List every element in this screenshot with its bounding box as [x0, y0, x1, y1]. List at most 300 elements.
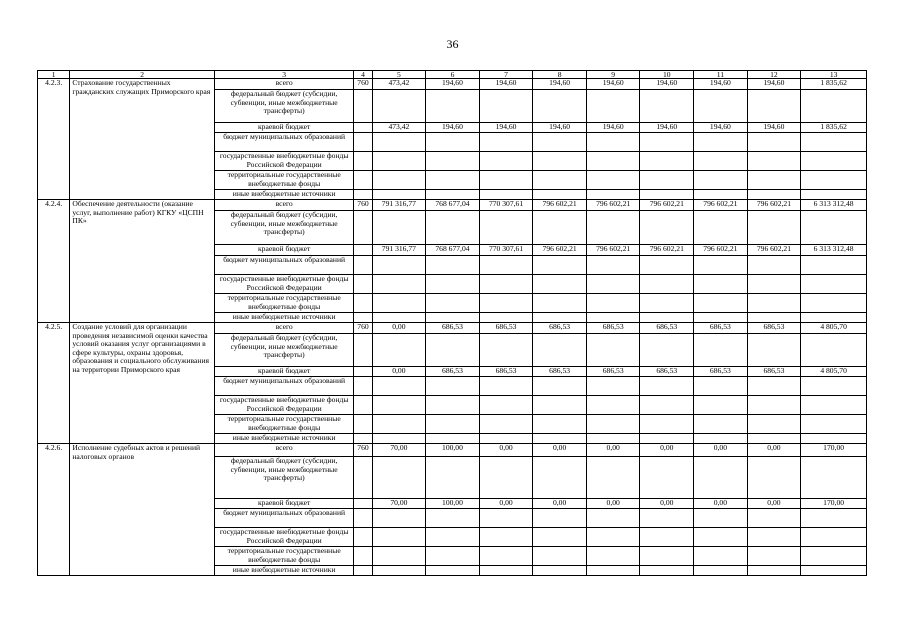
item-name: Исполнение судебных актов и решений налоговых органов: [70, 444, 215, 576]
value-cell: 686,53: [640, 323, 694, 334]
table-row: [38, 444, 867, 457]
value-cell: 770 307,61: [479, 245, 533, 256]
value-cell: [479, 434, 533, 444]
value-cell: 796 602,21: [533, 245, 587, 256]
value-cell: 791 316,77: [372, 200, 426, 211]
grbs-code: [354, 396, 372, 415]
column-header: 12: [747, 71, 801, 79]
value-cell: 686,53: [694, 367, 748, 377]
value-cell: [586, 90, 640, 123]
value-cell: [747, 294, 801, 313]
grbs-code: [354, 245, 372, 256]
value-cell: [372, 133, 426, 152]
funding-source: территориальные государственные внебюджетные фонды: [214, 547, 354, 566]
value-cell: [586, 211, 640, 245]
value-cell: [426, 415, 480, 434]
funding-source: бюджет муниципальных образований: [214, 256, 354, 275]
funding-source: иные внебюджетные источники: [214, 566, 354, 576]
value-cell: 686,53: [533, 323, 587, 334]
funding-source: всего: [214, 200, 354, 211]
value-cell: [694, 133, 748, 152]
value-cell: 194,60: [640, 79, 694, 90]
value-cell: 0,00: [640, 499, 694, 509]
value-cell: 100,00: [426, 444, 480, 457]
column-header: 1: [38, 71, 70, 79]
value-cell: [801, 313, 867, 323]
value-cell: [640, 190, 694, 200]
value-cell: 70,00: [372, 444, 426, 457]
grbs-code: [354, 334, 372, 367]
grbs-code: [354, 313, 372, 323]
value-cell: 473,42: [372, 79, 426, 90]
value-cell: [479, 90, 533, 123]
value-cell: [640, 211, 694, 245]
value-cell: 6 313 312,48: [801, 245, 867, 256]
value-cell: 194,60: [479, 79, 533, 90]
value-cell: [586, 509, 640, 528]
grbs-code: [354, 499, 372, 509]
value-cell: [747, 415, 801, 434]
table-row: [38, 323, 867, 334]
value-cell: 686,53: [533, 367, 587, 377]
value-cell: [479, 275, 533, 294]
value-cell: 686,53: [747, 323, 801, 334]
value-cell: 796 602,21: [694, 245, 748, 256]
value-cell: [801, 377, 867, 396]
funding-source: краевой бюджет: [214, 367, 354, 377]
value-cell: [372, 171, 426, 190]
value-cell: [533, 566, 587, 576]
value-cell: 194,60: [747, 123, 801, 133]
value-cell: 686,53: [426, 367, 480, 377]
value-cell: [586, 457, 640, 499]
item-name: Создание условий для организации проведения независимой оценки качества условий оказания услуг организациями в сфере культуры, охраны здоровья, образования и социального обслуживания на территории Приморского края: [70, 323, 215, 444]
grbs-code: [354, 294, 372, 313]
value-cell: [640, 396, 694, 415]
value-cell: 0,00: [372, 323, 426, 334]
value-cell: [747, 509, 801, 528]
item-code: 4.2.5.: [38, 323, 70, 444]
value-cell: [533, 171, 587, 190]
value-cell: [801, 256, 867, 275]
value-cell: [801, 294, 867, 313]
grbs-code: [354, 275, 372, 294]
funding-source: всего: [214, 323, 354, 334]
value-cell: [372, 528, 426, 547]
funding-source: иные внебюджетные источники: [214, 190, 354, 200]
value-cell: [372, 434, 426, 444]
grbs-code: [354, 123, 372, 133]
value-cell: [586, 171, 640, 190]
value-cell: 0,00: [533, 444, 587, 457]
value-cell: 796 602,21: [747, 200, 801, 211]
value-cell: [586, 377, 640, 396]
value-cell: 1 835,62: [801, 79, 867, 90]
column-header: 13: [801, 71, 867, 79]
value-cell: 194,60: [694, 123, 748, 133]
value-cell: [533, 294, 587, 313]
value-cell: [479, 396, 533, 415]
grbs-code: 760: [354, 323, 372, 334]
page-number: 36: [446, 37, 459, 51]
value-cell: [533, 396, 587, 415]
value-cell: [533, 256, 587, 275]
value-cell: [426, 313, 480, 323]
value-cell: [640, 547, 694, 566]
value-cell: 100,00: [426, 499, 480, 509]
value-cell: [801, 152, 867, 171]
value-cell: [694, 313, 748, 323]
value-cell: [694, 171, 748, 190]
grbs-code: [354, 256, 372, 275]
value-cell: [640, 334, 694, 367]
value-cell: [694, 256, 748, 275]
value-cell: [694, 547, 748, 566]
value-cell: [586, 334, 640, 367]
value-cell: [426, 275, 480, 294]
value-cell: [533, 457, 587, 499]
column-header: 11: [694, 71, 748, 79]
value-cell: [586, 396, 640, 415]
value-cell: [801, 275, 867, 294]
value-cell: [694, 434, 748, 444]
value-cell: [372, 566, 426, 576]
value-cell: [426, 211, 480, 245]
funding-source: государственные внебюджетные фонды Российской Федерации: [214, 275, 354, 294]
value-cell: [801, 171, 867, 190]
value-cell: [801, 334, 867, 367]
value-cell: [586, 415, 640, 434]
value-cell: [694, 377, 748, 396]
value-cell: 791 316,77: [372, 245, 426, 256]
value-cell: [372, 275, 426, 294]
value-cell: [426, 434, 480, 444]
grbs-code: [354, 415, 372, 434]
funding-source: краевой бюджет: [214, 123, 354, 133]
value-cell: [533, 434, 587, 444]
value-cell: 0,00: [586, 444, 640, 457]
value-cell: [479, 528, 533, 547]
funding-source: государственные внебюджетные фонды Российской Федерации: [214, 528, 354, 547]
value-cell: [640, 152, 694, 171]
value-cell: [426, 509, 480, 528]
value-cell: [426, 457, 480, 499]
value-cell: [426, 547, 480, 566]
grbs-code: 760: [354, 200, 372, 211]
funding-source: иные внебюджетные источники: [214, 313, 354, 323]
value-cell: 473,42: [372, 123, 426, 133]
value-cell: 0,00: [479, 444, 533, 457]
value-cell: 796 602,21: [533, 200, 587, 211]
column-header: 10: [640, 71, 694, 79]
value-cell: [586, 133, 640, 152]
value-cell: [694, 396, 748, 415]
value-cell: [640, 566, 694, 576]
value-cell: 796 602,21: [747, 245, 801, 256]
value-cell: [479, 256, 533, 275]
value-cell: [801, 133, 867, 152]
value-cell: [586, 275, 640, 294]
funding-source: территориальные государственные внебюджетные фонды: [214, 171, 354, 190]
value-cell: [694, 211, 748, 245]
value-cell: [640, 528, 694, 547]
value-cell: [694, 90, 748, 123]
funding-source: федеральный бюджет (субсидии, субвенции, иные межбюджетные трансферты): [214, 334, 354, 367]
value-cell: [640, 171, 694, 190]
value-cell: [640, 509, 694, 528]
value-cell: [372, 509, 426, 528]
value-cell: 686,53: [586, 323, 640, 334]
funding-source: территориальные государственные внебюджетные фонды: [214, 294, 354, 313]
grbs-code: [354, 509, 372, 528]
value-cell: [694, 294, 748, 313]
value-cell: 194,60: [479, 123, 533, 133]
funding-source: территориальные государственные внебюджетные фонды: [214, 415, 354, 434]
value-cell: [426, 377, 480, 396]
funding-source: бюджет муниципальных образований: [214, 377, 354, 396]
value-cell: [426, 396, 480, 415]
value-cell: [426, 294, 480, 313]
value-cell: [801, 528, 867, 547]
item-code: 4.2.3.: [38, 79, 70, 200]
value-cell: [586, 566, 640, 576]
grbs-code: [354, 211, 372, 245]
value-cell: [533, 190, 587, 200]
value-cell: [426, 90, 480, 123]
value-cell: [479, 457, 533, 499]
value-cell: [801, 415, 867, 434]
grbs-code: [354, 377, 372, 396]
value-cell: [694, 334, 748, 367]
value-cell: [694, 457, 748, 499]
value-cell: [533, 415, 587, 434]
value-cell: [426, 190, 480, 200]
value-cell: [372, 457, 426, 499]
value-cell: 768 677,04: [426, 200, 480, 211]
funding-source: бюджет муниципальных образований: [214, 133, 354, 152]
value-cell: 194,60: [586, 123, 640, 133]
value-cell: [747, 566, 801, 576]
value-cell: [801, 90, 867, 123]
value-cell: [533, 528, 587, 547]
funding-source: федеральный бюджет (субсидии, субвенции, иные межбюджетные трансферты): [214, 457, 354, 499]
item-code: 4.2.4.: [38, 200, 70, 323]
value-cell: [372, 334, 426, 367]
value-cell: [586, 256, 640, 275]
value-cell: 194,60: [747, 79, 801, 90]
value-cell: [586, 313, 640, 323]
value-cell: 686,53: [479, 367, 533, 377]
value-cell: [479, 294, 533, 313]
value-cell: [586, 528, 640, 547]
value-cell: [426, 133, 480, 152]
value-cell: 768 677,04: [426, 245, 480, 256]
value-cell: [747, 377, 801, 396]
value-cell: [640, 434, 694, 444]
value-cell: 796 602,21: [640, 245, 694, 256]
value-cell: [747, 313, 801, 323]
column-header: 7: [479, 71, 533, 79]
value-cell: [479, 171, 533, 190]
value-cell: [801, 211, 867, 245]
value-cell: [586, 294, 640, 313]
value-cell: [640, 294, 694, 313]
value-cell: 796 602,21: [586, 200, 640, 211]
grbs-code: [354, 457, 372, 499]
value-cell: 4 805,70: [801, 367, 867, 377]
value-cell: [479, 377, 533, 396]
value-cell: [747, 190, 801, 200]
value-cell: [372, 152, 426, 171]
column-header: 4: [354, 71, 372, 79]
value-cell: [372, 377, 426, 396]
grbs-code: [354, 90, 372, 123]
value-cell: [586, 190, 640, 200]
value-cell: [479, 152, 533, 171]
value-cell: 0,00: [640, 444, 694, 457]
value-cell: [640, 133, 694, 152]
value-cell: [694, 528, 748, 547]
value-cell: [533, 547, 587, 566]
value-cell: [479, 415, 533, 434]
value-cell: 796 602,21: [640, 200, 694, 211]
value-cell: [694, 415, 748, 434]
value-cell: [747, 171, 801, 190]
value-cell: 796 602,21: [586, 245, 640, 256]
column-header: 5: [372, 71, 426, 79]
value-cell: [747, 152, 801, 171]
grbs-code: [354, 152, 372, 171]
value-cell: [694, 275, 748, 294]
value-cell: [479, 509, 533, 528]
item-name: Обеспечение деятельности (оказание услуг, выполнение работ) КГКУ «ЦСПН ПК»: [70, 200, 215, 323]
value-cell: 0,00: [479, 499, 533, 509]
value-cell: 1 835,62: [801, 123, 867, 133]
value-cell: [747, 256, 801, 275]
grbs-code: [354, 190, 372, 200]
value-cell: [694, 190, 748, 200]
value-cell: [426, 152, 480, 171]
value-cell: [533, 334, 587, 367]
value-cell: [586, 152, 640, 171]
column-header: 9: [586, 71, 640, 79]
value-cell: 686,53: [747, 367, 801, 377]
value-cell: [372, 256, 426, 275]
value-cell: [586, 434, 640, 444]
value-cell: [426, 566, 480, 576]
column-header: 6: [426, 71, 480, 79]
value-cell: 194,60: [640, 123, 694, 133]
value-cell: [747, 528, 801, 547]
value-cell: [747, 275, 801, 294]
value-cell: [533, 509, 587, 528]
value-cell: [426, 256, 480, 275]
value-cell: [372, 211, 426, 245]
value-cell: [801, 396, 867, 415]
value-cell: [426, 334, 480, 367]
value-cell: [640, 415, 694, 434]
value-cell: [372, 313, 426, 323]
value-cell: [479, 211, 533, 245]
value-cell: [479, 313, 533, 323]
grbs-code: 760: [354, 444, 372, 457]
grbs-code: [354, 367, 372, 377]
value-cell: [372, 396, 426, 415]
value-cell: 0,00: [747, 499, 801, 509]
value-cell: [801, 434, 867, 444]
value-cell: 770 307,61: [479, 200, 533, 211]
value-cell: 194,60: [426, 123, 480, 133]
value-cell: [533, 313, 587, 323]
column-number-row: [38, 71, 867, 79]
funding-source: краевой бюджет: [214, 245, 354, 256]
value-cell: [640, 90, 694, 123]
value-cell: [747, 211, 801, 245]
value-cell: 170,00: [801, 499, 867, 509]
value-cell: 0,00: [694, 444, 748, 457]
value-cell: 170,00: [801, 444, 867, 457]
value-cell: [747, 457, 801, 499]
value-cell: 194,60: [533, 79, 587, 90]
value-cell: [479, 190, 533, 200]
column-header: 8: [533, 71, 587, 79]
value-cell: [533, 90, 587, 123]
value-cell: 0,00: [533, 499, 587, 509]
funding-source: федеральный бюджет (субсидии, субвенции, иные межбюджетные трансферты): [214, 90, 354, 123]
value-cell: [801, 190, 867, 200]
grbs-code: [354, 171, 372, 190]
value-cell: [426, 171, 480, 190]
value-cell: 686,53: [586, 367, 640, 377]
funding-source: бюджет муниципальных образований: [214, 509, 354, 528]
funding-source: всего: [214, 79, 354, 90]
funding-source: федеральный бюджет (субсидии, субвенции, иные межбюджетные трансферты): [214, 211, 354, 245]
value-cell: 194,60: [533, 123, 587, 133]
value-cell: 686,53: [479, 323, 533, 334]
value-cell: [640, 256, 694, 275]
value-cell: [372, 190, 426, 200]
grbs-code: [354, 528, 372, 547]
item-name: Страхование государственных гражданских служащих Приморского края: [70, 79, 215, 200]
value-cell: 0,00: [747, 444, 801, 457]
item-code: 4.2.6.: [38, 444, 70, 576]
value-cell: 686,53: [694, 323, 748, 334]
value-cell: 0,00: [372, 367, 426, 377]
value-cell: [426, 528, 480, 547]
grbs-code: [354, 133, 372, 152]
column-header: 2: [70, 71, 215, 79]
value-cell: [479, 547, 533, 566]
value-cell: [533, 152, 587, 171]
value-cell: [533, 133, 587, 152]
funding-source: государственные внебюджетные фонды Российской Федерации: [214, 152, 354, 171]
budget-table: [37, 70, 867, 576]
value-cell: [533, 377, 587, 396]
funding-source: государственные внебюджетные фонды Российской Федерации: [214, 396, 354, 415]
value-cell: [694, 566, 748, 576]
value-cell: [801, 566, 867, 576]
value-cell: 70,00: [372, 499, 426, 509]
value-cell: [694, 152, 748, 171]
value-cell: [372, 547, 426, 566]
value-cell: [479, 133, 533, 152]
value-cell: 194,60: [426, 79, 480, 90]
value-cell: [372, 90, 426, 123]
value-cell: [372, 415, 426, 434]
value-cell: [747, 133, 801, 152]
value-cell: [747, 547, 801, 566]
value-cell: [801, 509, 867, 528]
